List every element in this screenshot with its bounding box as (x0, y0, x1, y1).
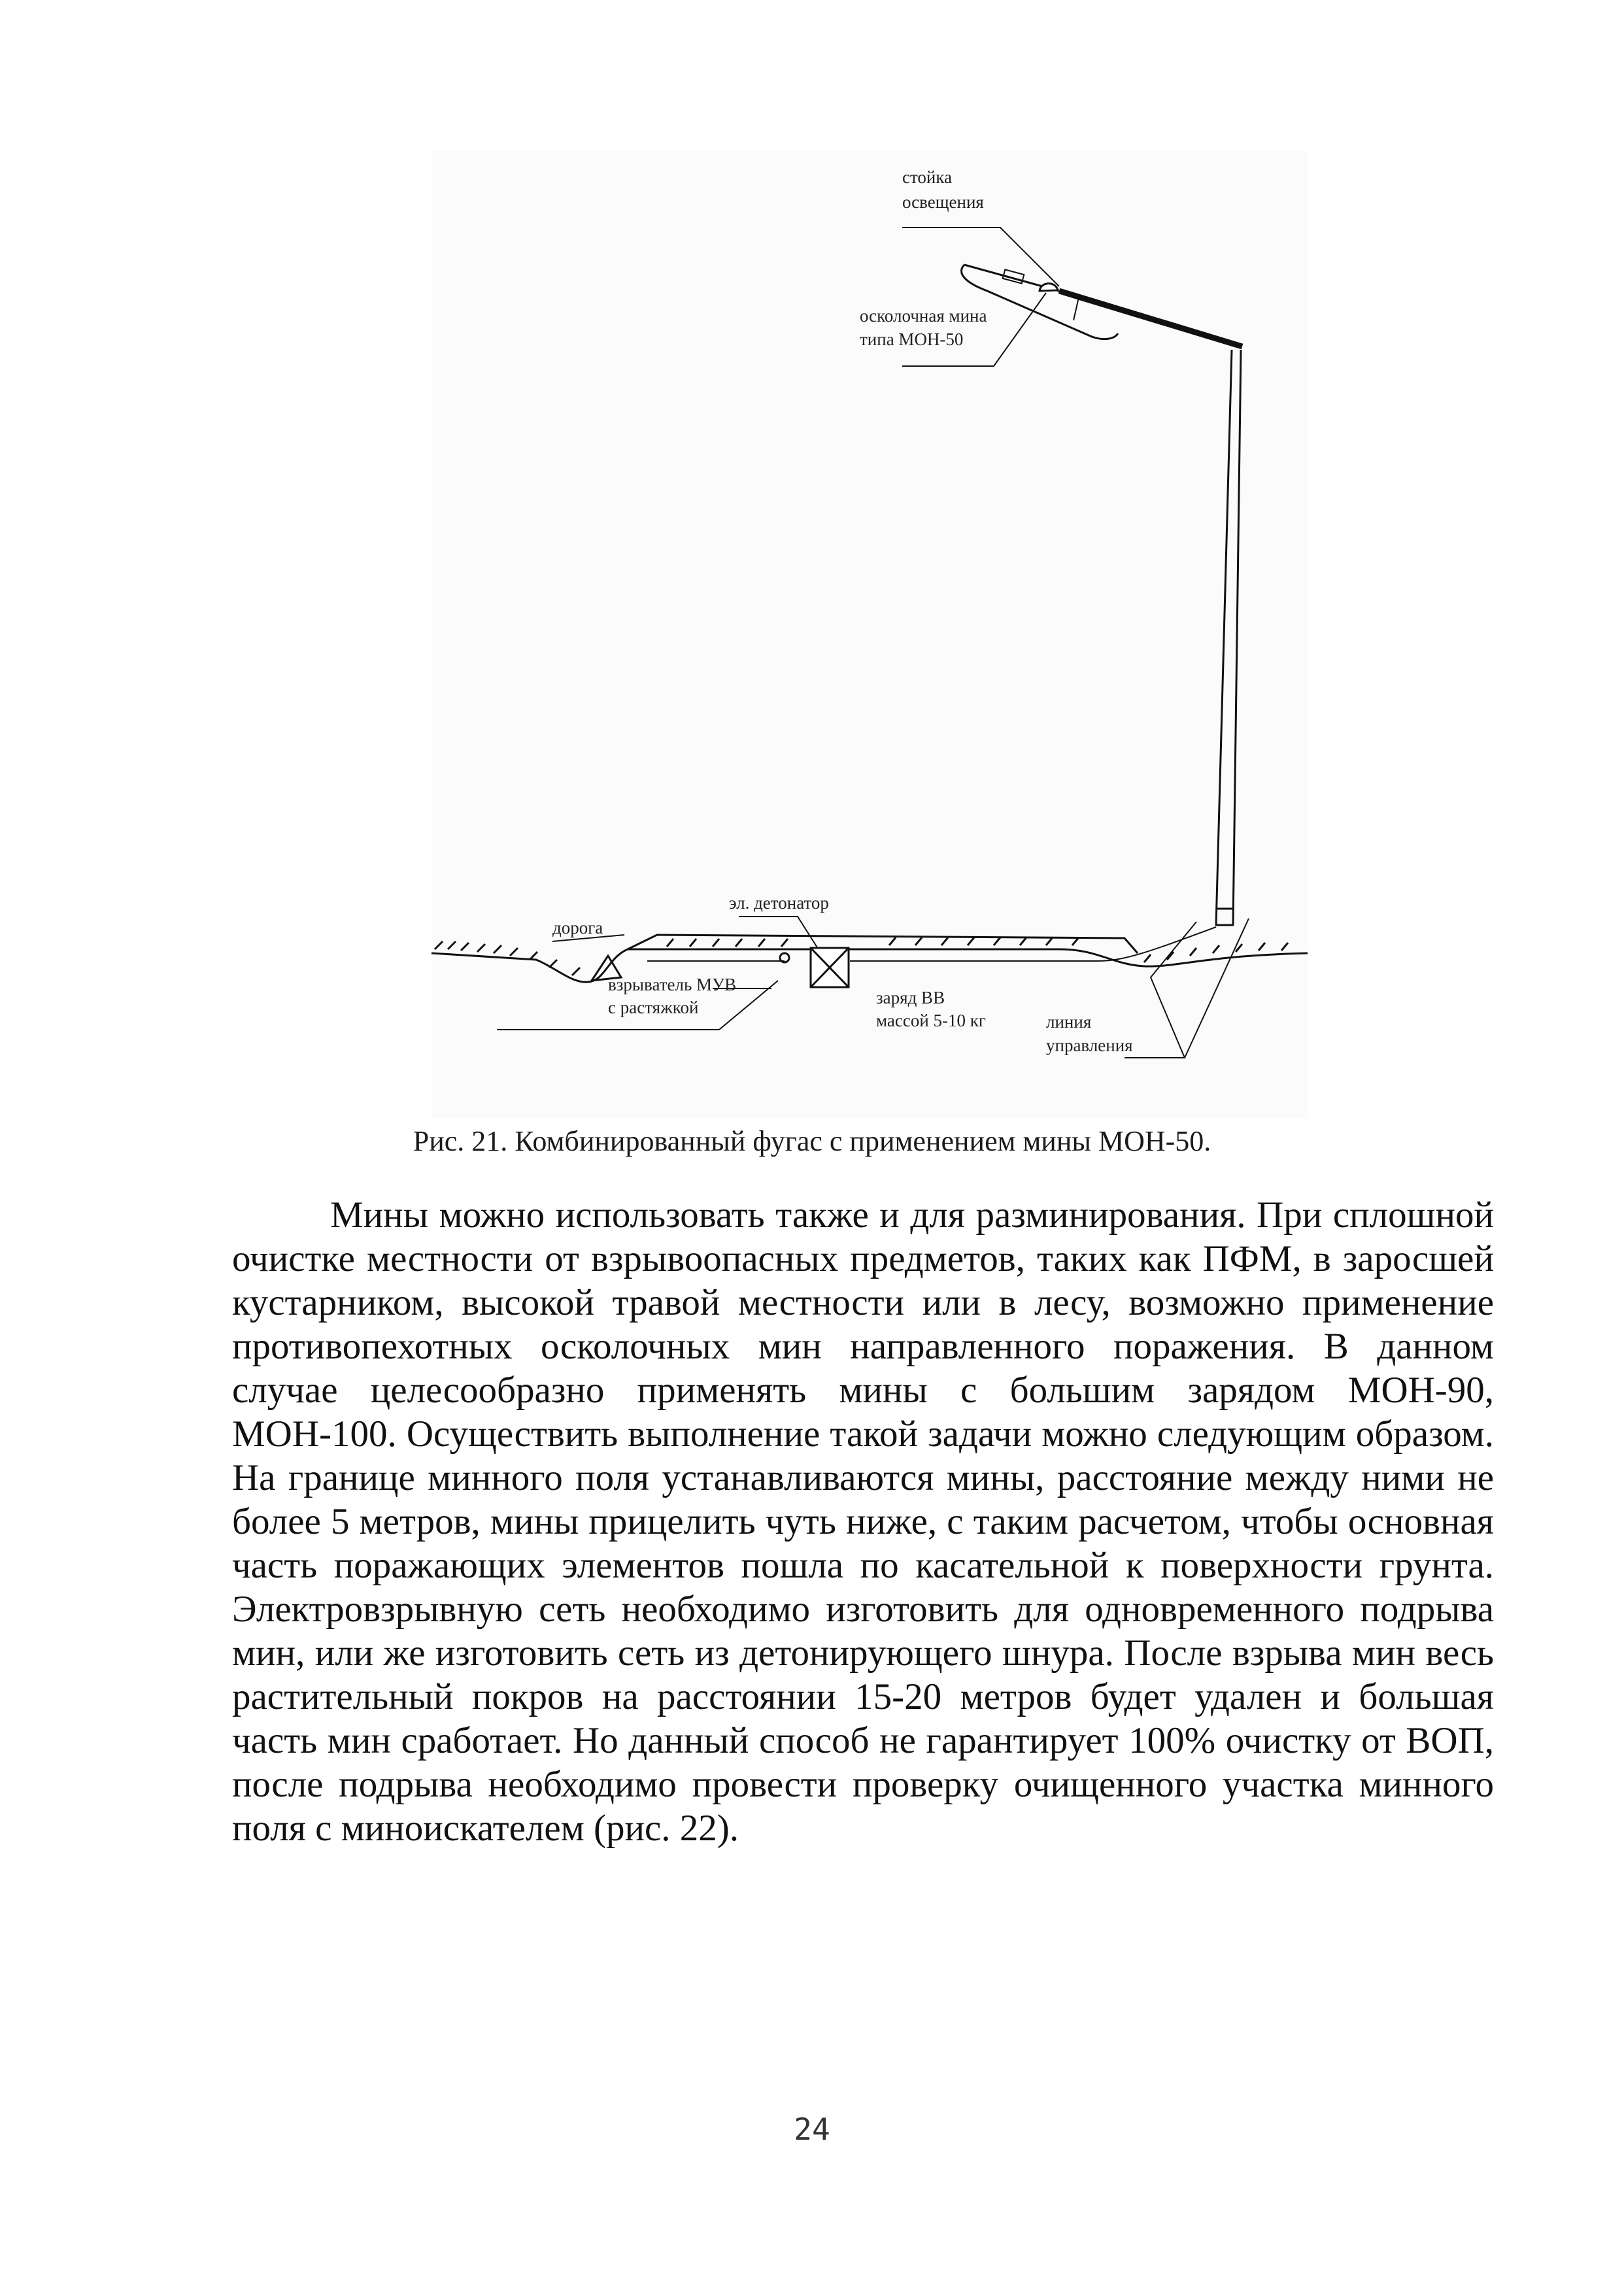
label-lighting: освещения (902, 192, 984, 212)
explosive-charge (811, 948, 849, 987)
label-stand: стойка (902, 167, 953, 187)
label-mine-type: типа МОН-50 (860, 329, 964, 349)
figure-21 (431, 150, 1308, 1118)
label-line: линия (1046, 1012, 1092, 1032)
label-charge: заряд ВВ (876, 988, 945, 1007)
page-number: 24 (794, 2112, 830, 2147)
figure-background (431, 150, 1308, 1118)
mine-mon50 (1040, 284, 1058, 291)
label-fuse: взрыватель МУВ (608, 975, 737, 994)
label-mass: массой 5-10 кг (876, 1011, 986, 1030)
body-paragraph: Мины можно использовать также и для разминирования. При сплошной очистке местности от взрывоопасных предметов, таких как ПФМ, в заросшей кустарником, высокой травой местности или в лесу, возможно применение противопехотных осколочных мин направленного поражения. В данном случае целесообразно применять мины с большим зарядом МОН-90, МОН-100. Осуществить выполнение такой задачи можно следующим образом. На границе минного поля устанавливаются мины, расстояние между ними не более 5 метров, мины прицелить чуть ниже, с таким расчетом, чтобы основная часть поражающих элементов пошла по касательной к поверхности грунта. Электровзрывную сеть необходимо изготовить для одновременного подрыва мин, или же изготовить сеть из детонирующего шнура. После взрыва мин весь растительный покров на расстоянии 15-20 метров будет удален и большая часть мин сработает. Но данный способ не гарантирует 100% очистку от ВОП, после подрыва необходимо провести проверку очищенного участка минного поля с миноискателем (рис. 22). (232, 1194, 1494, 1849)
label-with-tripwire: с растяжкой (608, 998, 699, 1017)
label-el-detonator: эл. детонатор (729, 893, 829, 913)
label-fragmentation-mine: осколочная мина (860, 306, 987, 326)
label-road: дорога (552, 918, 603, 937)
label-control: управления (1046, 1036, 1133, 1055)
figure-caption: Рис. 21. Комбинированный фугас с применением мины МОН-50. (413, 1125, 1211, 1157)
combined-mine-diagram (431, 150, 1308, 1118)
